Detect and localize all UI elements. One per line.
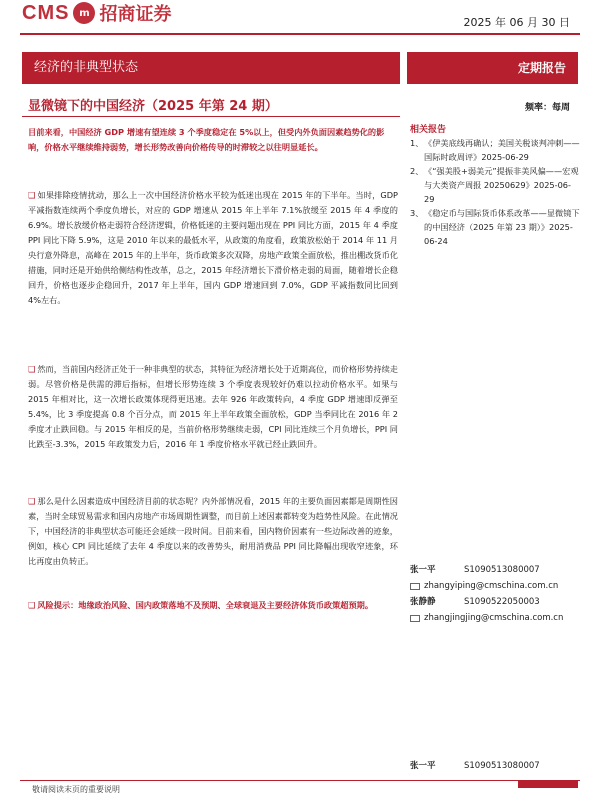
item-number: 1、 [410,138,424,148]
mail-icon [410,615,420,622]
paragraph-2 [28,362,398,452]
topic-band: 经济的非典型状态 [22,52,400,84]
bullet-icon: ❑ [28,496,36,506]
item-text: 《稳定币与国际货币体系改革——显微镜下的中国经济（2025 年第 23 期）》2025-06-24 [424,208,580,246]
paragraph-3-text: 那么是什么因素造成中国经济目前的状态呢？内外部情况看，2015 年的主要负面因素都是周期性因素，当时全球贸易需求和国内房地产市场周期性调整，而目前上述因素都转变为趋势性风险。在此情况下，中国经济的非典型状态可能还会延续一段时间。目前来看，国内物价因素有一些边际改善的迹象，例如，核心 CPI 同比延续了去年 4 季度以来的改善势头，耐用消费品 PPI 同比降幅出现收窄迹象，环比再度由负转正。 [28,496,398,566]
analyst-email-row [410,578,580,594]
summary-text: 目前来看，中国经济 GDP 增速有望连续 3 个季度稳定在 5%以上，但受内外负面因素趋势化的影响，价格水平继续维持弱势，增长形势改善向价格传导的时滞较之以往明显延长。 [28,127,385,152]
signature-row [410,758,580,774]
signature [410,758,580,774]
signature-id: S1090513080007 [464,761,540,771]
logo-text-en: CMS [22,1,70,24]
analyst-id: S1090522050003 [464,597,540,607]
bullet-icon: ❑ [28,190,36,200]
related-report-item[interactable] [410,206,580,248]
analyst-list [410,562,580,626]
risk-text: 风险提示：地缘政治风险、国内政策落地不及预期、全球衰退及主要经济体货币政策超预期。 [37,600,374,610]
related-reports-heading: 相关报告 [410,125,447,135]
footer-accent-bar [518,780,578,788]
risk-warning [28,598,398,613]
analyst-id: S1090513080007 [464,565,540,575]
logo-text-cn: 招商证券 [99,4,172,25]
title-underline [22,116,400,117]
company-logo [22,0,171,26]
analyst-row [410,594,580,610]
item-number: 2、 [410,166,424,176]
logo-badge-icon: m [73,2,95,24]
analyst-email[interactable]: zhangyiping@cmschina.com.cn [424,581,559,591]
analyst-row [410,562,580,578]
report-type-band: 定期报告 [407,52,578,84]
signature-name: 张一平 [410,761,436,771]
report-frequency: 频率：每周 [524,103,570,113]
analyst-email[interactable]: zhangjingjing@cmschina.com.cn [424,613,564,623]
bullet-icon: ❑ [28,600,36,610]
paragraph-1 [28,188,398,308]
report-title: 显微镜下的中国经济（2025 年第 24 期） [28,99,278,114]
paragraph-1-text: 如果排除疫情扰动，那么上一次中国经济价格水平较为低迷出现在 2015 年的下半年。当时，GDP 平减指数连续两个季度负增长，对应的 GDP 增速从 2015 年上半年 7.1%放缓至 2015 年 4 季度的 6.9%。增长放缓价格走弱符合经济逻辑，价格低迷的主要问题出现在 PPI 同比方面，2015 年 4 季度 PPI 同比下降 5.9%，这是 2010 年以来的最低水平，从政策的角度看，政策放松始于 2014 年 11 月央行意外降息，高峰在 2015 年的上半年，货币政策多次双降，房地产政策全面放松，推出棚改货币化措施，同时还是开始供给侧结构性改革，总之，2015 年经济增长下滑价格走弱的局面，随着增长企稳回升，价格也逐步企稳回升，2017 年上半年，国内 GDP 增速回到 7.0%，GDP 平减指数同比回到 4%左右。 [28,190,398,305]
item-number: 3、 [410,208,424,218]
related-reports-list [410,136,580,248]
related-report-item[interactable] [410,136,580,164]
mail-icon [410,583,420,590]
analyst-name: 张静静 [410,597,436,607]
footer-note: 敬请阅读末页的重要说明 [32,785,120,794]
analyst-email-row [410,610,580,626]
footer-divider [20,780,580,781]
header-divider [20,33,580,35]
item-text: 《伊美底线再确认；美国关税谈判冲刺——国际时政周评》2025-06-29 [424,138,580,162]
item-text: 《“强美股+弱美元”提振非美风偏——宏观与大类资产周报 20250629》2025-06-29 [424,166,579,204]
bullet-icon: ❑ [28,364,36,374]
related-report-item[interactable] [410,164,580,206]
paragraph-3 [28,494,398,569]
paragraph-2-text: 然而，当前国内经济正处于一种非典型的状态，其特征为经济增长处于近期高位，而价格形势持续走弱。尽管价格是供需的滞后指标，但增长形势连续 3 个季度表现较好仍难以拉动价格水平。如果与 2015 年相对比，这一次增长政策体现得更迅速。去年 926 年政策转向，4 季度 GDP 增速即反弹至 5.4%，比 3 季度提高 0.8 个百分点，而 2015 年上半年政策全面放松，GDP 当季同比在 2016 年 2 季度才止跌回稳。与 2015 年相反的是，当前价格形势继续走弱，CPI 同比连续三个月负增长，PPI 同比跌至-3.3%，2015 年政策发力后，2016 年 1 季度价格水平就已经止跌回升。 [28,364,398,449]
report-date: 2025 年 06 月 30 日 [463,16,570,29]
analyst-name: 张一平 [410,565,436,575]
